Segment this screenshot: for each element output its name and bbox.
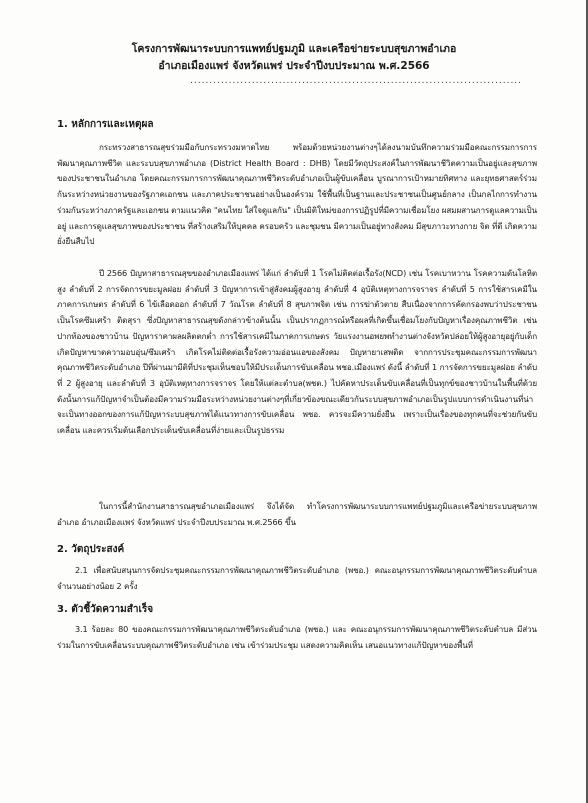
document-title-line1: โครงการพัฒนาระบบการแพทย์ปฐมภูมิ และเครือข่ายระบบสุขภาพอำเภอ: [131, 43, 457, 55]
section3-item1: 3.1 ร้อยละ 80 ของคณะกรรมการพัฒนาคุณภาพชีวิตระดับอำเภอ (พชอ.) และ คณะอนุกรรมการพัฒนาคุณภาพชีวิตระดับตำบล มีส่วนร่วมในการขับเคลื่อนระบบคุณภาพชีวิตระดับอำเภอ เช่น เข้าร่วมประชุม แสดงความคิดเห็น เสนอแนวทางแก้ปัญหาของพื้นที่: [57, 624, 537, 650]
title-separator: ......................................................................................: [190, 76, 523, 86]
section2-heading: 2. วัตถุประสงค์: [57, 544, 125, 555]
section1-paragraph3: ในการนี้สำนักงานสาธารณสุขอำเภอเมืองแพร่ จึงได้จัด ทำโครงการพัฒนาระบบการแพทย์ปฐมภูมิและเครือข่ายระบบสุขภาพอำเภอ อำเภอเมืองแพร่ จังหวัดแพร่ ประจำปีงบประมาณ พ.ศ.2566 ขึ้น: [57, 501, 537, 527]
document-title-line2: อำเภอเมืองแพร่ จังหวัดแพร่ ประจำปีงบประมาณ พ.ศ.2566: [158, 60, 430, 72]
section1-paragraph2: ปี 2566 ปัญหาสาธารณสุขของอำเภอเมืองแพร่ ได้แก่ ลำดับที่ 1 โรคไม่ติดต่อเรื้อรัง(NCD) เช่น โรคเบาหวาน โรคความดันโลหิตสูง ลำดับที่ 2 การจัดการขยะมูลฝอย ลำดับที่ 3 ปัญหาการเข้าสู่สังคมผู้สูงอายุ ลำดับที่ 4 อุบัติเหตุทางการจราจร ลำดับที่ 5 การใช้สารเคมีในภาคการเกษตร ลำดับที่ 6 ไข้เลือดออก ลำดับที่ 7 วัณโรค ลำดับที่ 8 สุขภาพจิต เช่น การฆ่าตัวตาย สืบเนื่องจากการคัดกรองพบว่าประชาชนเป็นโรคซึมเศร้า ติดสุรา ซึ่งปัญหาสาธารณสุขดังกล่าวข้างต้นนั้น เป็นปรากฏการณ์หรือผลที่เกิดขึ้นเชื่อมโยงกับปัญหาเรื่องคุณภาพชีวิต เช่น ปากท้องของชาวบ้าน ปัญหาราคาผลผลิตตกต่ำ การใช้สารเคมีในภาคการเกษตร วัยแรงงานอพยพทำงานต่างจังหวัดปล่อยให้ผู้สูงอายุอยู่กับเด็ก เกิดปัญหาขาดความอบอุ่น/ซึมเศร้า เกิดโรคไม่ติดต่อเรื้อรังความอ่อนแอของสังคม ปัญหายาเสพติด จากการประชุมคณะกรรมการพัฒนาคุณภาพชีวิตระดับอำเภอ ปีที่ผ่านมามีติที่ประชุมเห็นชอบให้มีประเด็นการขับเคลื่อน พชอ.เมืองแพร่ ดังนี้ ลำดับที่ 1 การจัดการขยะมูลฝอย ลำดับที่ 2 ผู้สูงอายุ และลำดับที่ 3 อุบัติเหตุทางการจราจร โดยให้แต่ละตำบล(พชต.) ไปคัดหาประเด็นขับเคลื่อนที่เป็นทุกข์ของชาวบ้านในพื้นที่ด้วย ดังนั้นการแก้ปัญหาจำเป็นต้องมีความร่วมมือระหว่างหน่วยงานต่างๆที่เกี่ยวข้องขณะเดียวกันระบบสุขภาพอำเภอเป็นรูปแบบการดำเนินงานที่น่าจะเป็นทางออกของการแก้ปัญหาระบบสุขภาพได้แนวทางการขับเคลื่อน พชอ. ควรจะมีความยั่งยืน เพราะเป็นเรื่องของทุกคนที่จะช่วยกันขับเคลื่อน และควรเริ่มต้นเลือกประเด็นขับเคลื่อนที่ง่ายและเป็นรูปธรรม: [57, 268, 537, 436]
section1-heading: 1. หลักการและเหตุผล: [57, 119, 154, 130]
section1-paragraph1: กระทรวงสาธารณสุขร่วมมือกับกระทรวงมหาดไทย พร้อมด้วยหน่วยงานต่างๆได้ลงนามบันทึกความร่วมมือคณะกรรมการการพัฒนาคุณภาพชีวิต และระบบสุขภาพอำเภอ (District Health Board : DHB) โดยมีวัตถุประสงค์ในการพัฒนาชีวิตความเป็นอยู่และสุขภาพของประชาชนในอำเภอ โดยคณะกรรมการการพัฒนาคุณภาพชีวิตระดับอำเภอเป็นผู้ขับเคลื่อน บูรณาการเป้าหมายทิศทาง และยุทธศาสตร์ร่วมกันระหว่างหน่วยงานของรัฐภาคเอกชน และภาคประชาชนอย่างเป็นองค์รวม ใช้พื้นที่เป็นฐานและประชาชนเป็นศูนย์กลาง เป็นกลไกการทำงานร่วมกันระหว่างภาครัฐและเอกชน ตามแนวคิด "คนไทย ใส่ใจดูแลกัน" เป็นมิติใหม่ของการปฏิรูปที่มีความเชื่อมโยง ผสมผสานการดูแลความเป็นอยู่ และการดูแลสุขภาพของประชาชน ที่สร้างเสริมให้บุคคล ครอบครัว และชุมชน มีความเป็นอยู่ทางสังคม มีสุขภาวะทางกาย จิต ที่ดี เกิดความยั่งยืนสืบไป: [57, 142, 537, 247]
section3-heading: 3. ตัวชี้วัดความสำเร็จ: [57, 604, 154, 615]
section2-item1: 2.1 เพื่อสนับสนุนการจัดประชุมคณะกรรมการพัฒนาคุณภาพชีวิตระดับอำเภอ (พชอ.) คณะอนุกรรมการพัฒนาคุณภาพชีวิตระดับตำบล จำนวนอย่างน้อย 2 ครั้ง: [57, 565, 537, 591]
